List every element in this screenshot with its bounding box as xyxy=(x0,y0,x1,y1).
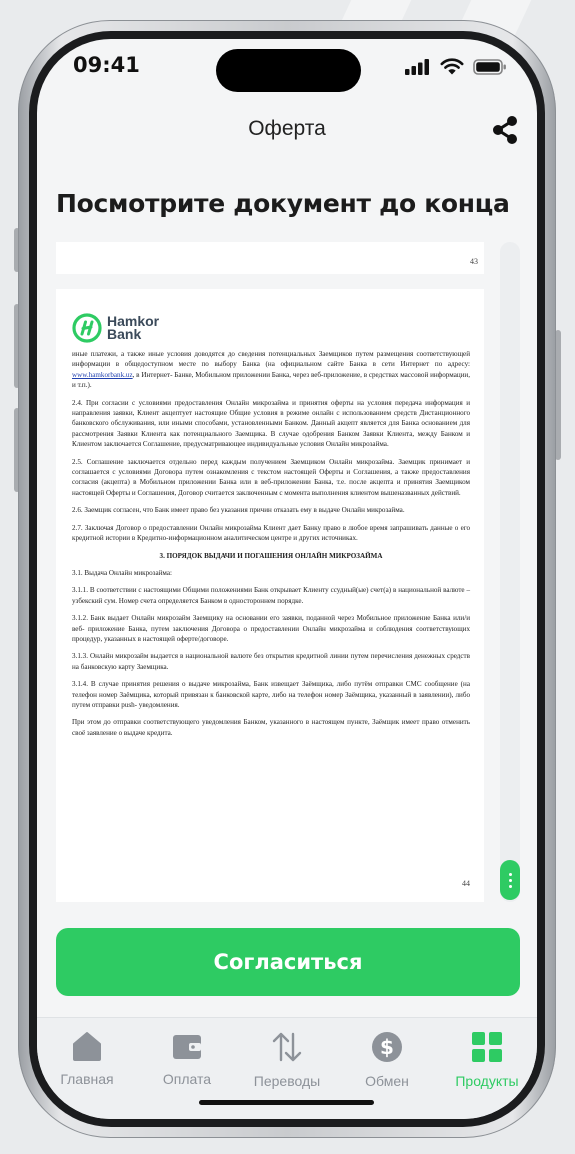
bank-logo xyxy=(72,313,159,343)
paragraph-3-1-4: 3.1.4. В случае принятия решения о выдаче микрозайма, Банк извещает Заёмщика, либо путём отправки СМС сообщение (на телефон номер Заёмщика, который привязан к банковской карте, либо на телефон номер Заёмщика, указанный в заявлении), либо путем отправки push- уведомления. xyxy=(72,680,470,709)
home-icon xyxy=(70,1030,104,1062)
section-3-heading: 3. ПОРЯДОК ВЫДАЧИ И ПОГАШЕНИЯ ОНЛАЙН МИКРОЗАЙМА xyxy=(159,551,383,560)
share-icon[interactable] xyxy=(491,115,519,145)
paragraph-3-1-1: 3.1.1. В соответствии с настоящими Общими положениями Банк открывает Клиенту ссудный(ые) счет(а) в национальной валюте – узбекский сум. Номер счета определяется Банком в одностороннем порядке. xyxy=(72,586,470,605)
status-icons xyxy=(405,58,507,75)
paragraph-3-1-2: 3.1.2. Банк выдает Онлайн микрозайм Заемщику на основании его заявки, поданной через Мобильное приложение Банка или/и веб- приложение Банка, путем заключения Договора о предоставлении Онлайн микрозайма и соблюдения соответствующих процедур, указанных в настоящей оферте/договоре. xyxy=(72,614,470,643)
page-heading: Посмотрите документ до конца xyxy=(56,189,510,218)
current-page-number: 44 xyxy=(462,879,470,888)
tab-home-label: Главная xyxy=(60,1071,114,1087)
paragraph-2-7: 2.7. Заключая Договор о предоставлении Онлайн микрозайма Клиент дает Банку право в любое время запрашивать данные о его кредитной истории в Кредитно-информационном аналитическом центре и других источниках. xyxy=(72,523,470,543)
status-time: 09:41 xyxy=(73,53,140,77)
scroll-track[interactable] xyxy=(500,242,520,902)
transfer-arrows-icon xyxy=(270,1030,304,1064)
home-indicator[interactable] xyxy=(199,1100,374,1105)
scroll-thumb-dot xyxy=(509,885,512,888)
dollar-coin-icon xyxy=(370,1030,404,1064)
paragraph-3-1-3: 3.1.3. Онлайн микрозайм выдается в национальной валюте без открытия кредитной линии путем перечисления денежных средств на банковскую карту Заемщика. xyxy=(72,652,470,671)
previous-page xyxy=(56,242,484,274)
logo-text-hamkor: Hamkor xyxy=(107,313,160,329)
tab-products-label: Продукты xyxy=(455,1073,519,1089)
tab-products[interactable] xyxy=(437,1030,537,1089)
tab-payment[interactable] xyxy=(137,1030,237,1087)
tab-transfers[interactable] xyxy=(237,1030,337,1089)
phone-screen xyxy=(37,39,537,1119)
header-title: Оферта xyxy=(248,117,326,140)
agree-button[interactable]: Согласиться xyxy=(56,928,520,996)
tab-transfers-label: Переводы xyxy=(253,1073,321,1089)
document-text xyxy=(72,349,470,745)
scroll-thumb-dot xyxy=(509,879,512,882)
paragraph-3-1: 3.1. Выдача Онлайн микрозайма: xyxy=(72,568,172,577)
tab-home[interactable] xyxy=(37,1030,137,1087)
intro-text-end: , в Интернет- Банке, Мобильном приложении Банка, через веб-приложение, в средствах массовой информации, и т.п.). xyxy=(72,370,470,390)
products-grid-icon xyxy=(470,1030,504,1064)
scroll-thumb[interactable] xyxy=(500,860,520,900)
paragraph-2-5: 2.5. Соглашение заключается отдельно перед каждым получением Заемщиком Онлайн микрозайма. Заемщик принимает и соглашается с условиями Договора путем ознакомления с текстом настоящей Оферты и Соглашения, а также предоставления согласия (акцепта) в Мобильном приложении Банка или в веб-приложении Банка, т.е. после акцепта и принятия Заемщиком настоящей Оферты и Соглашения, Договор считается заключенным с момента выполнения клиентом вышеназванных действий. xyxy=(72,457,470,497)
svg-text:$: $ xyxy=(380,1035,394,1059)
wallet-icon xyxy=(170,1030,204,1062)
bank-website-link[interactable]: www.hamkorbank.uz xyxy=(72,370,133,379)
paragraph-2-6: 2.6. Заемщик согласен, что Банк имеет право без указания причин отказать ему в выдаче Онлайн микрозайма. xyxy=(72,506,405,515)
tab-exchange-label: Обмен xyxy=(365,1073,409,1089)
document-viewer[interactable] xyxy=(56,242,484,902)
battery-icon xyxy=(473,59,507,75)
dynamic-island xyxy=(216,49,361,92)
hamkor-logo-icon xyxy=(72,313,102,343)
wifi-icon xyxy=(440,58,464,75)
tab-payment-label: Оплата xyxy=(162,1071,212,1087)
scroll-thumb-dot xyxy=(509,873,512,876)
tab-exchange[interactable] xyxy=(337,1030,437,1089)
document-page xyxy=(56,289,484,902)
paragraph-final: При этом до отправки соответствующего уведомления Банком, указанного в настоящем пункте, Заёмщик имеет право отменить своё заявление о выдаче кредита. xyxy=(72,718,470,737)
paragraph-intro xyxy=(72,349,470,391)
intro-text: иные платежи, а также иные условия доводятся до сведения потенциальных Заемщиков путем размещения соответствующей информации в общедоступном месте по выбору Банка (на официальном сайте Банка в сети Интернет по адресу: xyxy=(72,350,470,369)
previous-page-number: 43 xyxy=(470,257,478,266)
logo-text-bank: Bank xyxy=(107,326,142,342)
cellular-signal-icon xyxy=(405,59,431,75)
paragraph-2-4: 2.4. При согласии с условиями предоставления Онлайн микрозайма и принятия оферты на условия передача информация и направления заявки, Клиент акцептует настоящие Общие условия в режиме онлайн с использованием средств Дистанционного банковского обслуживания, или иными способами, установленными Банком. Данный акцепт является для Банка основанием для рассмотрения Заявки Клиента как потенциального Заемщика. В случае одобрения Банком Заявки Клиента, между Банком и Клиентом заключается Соглашение, предусматривающее индивидуальные условия Онлайн микрозайма. xyxy=(72,398,470,449)
